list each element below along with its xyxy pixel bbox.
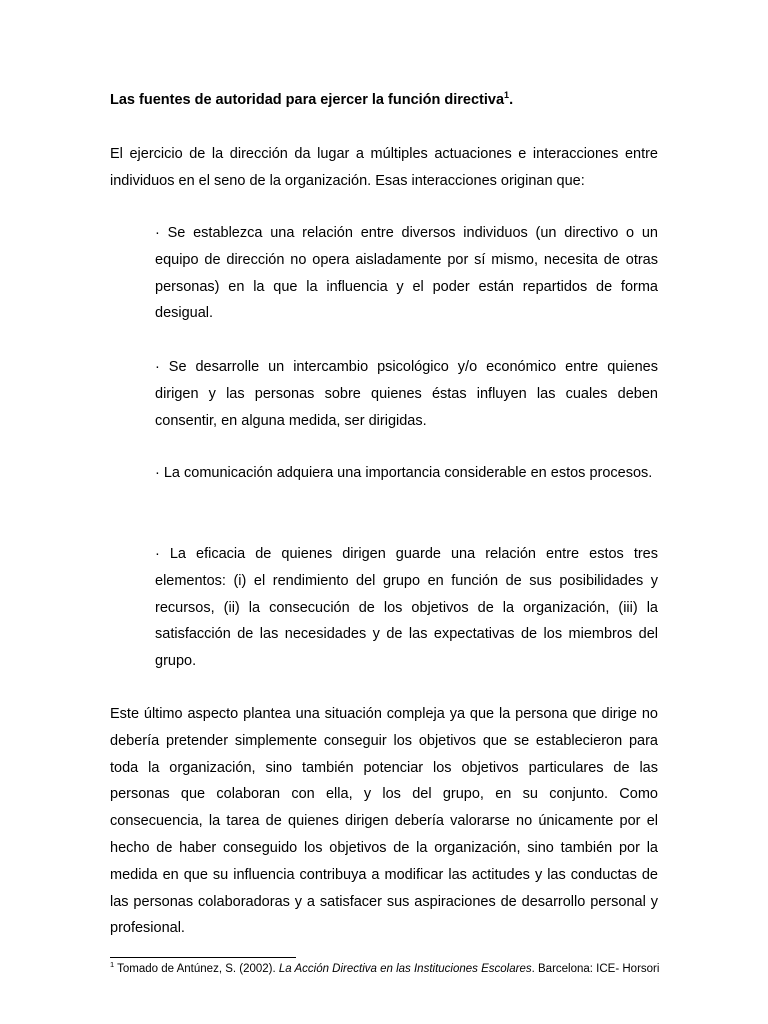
footnote-publisher: . Barcelona: ICE- Horsori <box>531 963 660 975</box>
title-footnote-marker[interactable]: 1 <box>504 90 510 101</box>
bullet-item: · Se establezca una relación entre diversos individuos (un directivo o un equipo de dirección no opera aisladamente por sí mismo, necesita de otras personas) en la que la influencia y el poder están repartidos de forma desigual. <box>155 225 658 322</box>
footnote-marker: 1 <box>110 960 115 970</box>
bullet-item: · La comunicación adquiera una importancia considerable en estos procesos. <box>155 465 653 481</box>
footnote <box>110 962 670 977</box>
footnote-author: Tomado de Antúnez, S. (2002). <box>114 963 279 975</box>
intro-paragraph: El ejercicio de la dirección da lugar a múltiples actuaciones e interacciones entre individuos en el seno de la organización. Esas interacciones originan que: <box>110 146 658 189</box>
title-text: Las fuentes de autoridad para ejercer la función directiva <box>110 92 505 108</box>
bullet-item: · La eficacia de quienes dirigen guarde una relación entre estos tres elementos: (i) el rendimiento del grupo en función de sus posibilidades y recursos, (ii) la consecución de los objetivos de la organización, (iii) la satisfacción de las necesidades y de las expectativas de los miembros del grupo. <box>155 546 658 670</box>
bullet-item: · Se desarrolle un intercambio psicológico y/o económico entre quienes dirigen y las personas sobre quienes éstas influyen las cuales deben consentir, en alguna medida, ser dirigidas. <box>155 359 658 429</box>
title-end: . <box>509 92 514 108</box>
closing-paragraph: Este último aspecto plantea una situación compleja ya que la persona que dirige no debería pretender simplemente conseguir los objetivos que se establecieron para toda la organización, sino también potenciar los objetivos particulares de las personas que colaboran con ella, y los del grupo, en su conjunto. Como consecuencia, la tarea de quienes dirigen debería valorarse no únicamente por el hecho de haber conseguido los objetivos de la organización, sino también por la medida en que su influencia contribuya a modificar las actitudes y las conductas de las personas colaboradoras y a satisfacer sus aspiraciones de desarrollo personal y profesional. <box>110 706 658 937</box>
footnote-divider <box>110 957 296 958</box>
footnote-work-title: La Acción Directiva en las Instituciones Escolares <box>278 963 532 975</box>
document-title <box>110 90 670 110</box>
